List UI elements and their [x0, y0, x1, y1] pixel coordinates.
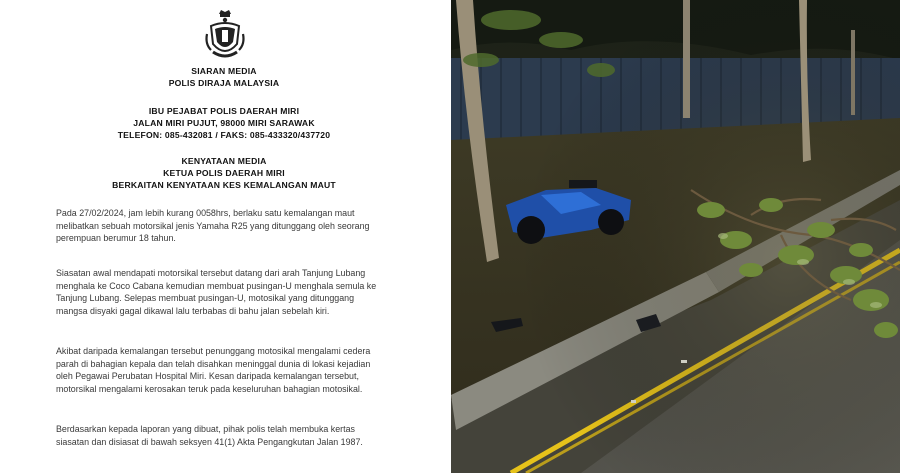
header-siaran-media: SIARAN MEDIA: [191, 66, 257, 76]
statement-title: KENYATAAN MEDIA: [181, 156, 267, 166]
office-phone-fax: TELEFON: 085-432081 / FAKS: 085-433320/437720: [117, 130, 331, 140]
statement-subject: BERKAITAN KENYATAAN KES KEMALANGAN MAUT: [112, 180, 336, 190]
accident-scene-illustration: [451, 0, 900, 473]
paragraph-line: Tanjung Lubang. Selepas membuat pusingan-U, motosikal yang ditunggang: [56, 293, 355, 304]
paragraph-line: mangsa disyaki gagal dikawal lalu terbabas di bahu jalan sebelah kiri.: [56, 305, 330, 316]
press-statement-document: [0, 0, 448, 473]
paragraph-line: perempuan berumur 18 tahun.: [56, 233, 176, 244]
paragraph-line: menghala ke Coco Cabana kemudian membuat pusingan-U menghala semula ke: [56, 280, 377, 291]
statement-author: KETUA POLIS DAERAH MIRI: [163, 168, 285, 178]
paragraph-line: siasatan dan disiasat di bawah seksyen 41(1) Akta Pengangkutan Jalan 1987.: [56, 436, 363, 447]
paragraph-3: [56, 345, 400, 395]
office-address: JALAN MIRI PUJUT, 98000 MIRI SARAWAK: [133, 118, 315, 128]
paragraph-line: Pada 27/02/2024, jam lebih kurang 0058hrs, berlaku satu kemalangan maut: [56, 208, 355, 218]
paragraph-2: [56, 267, 400, 317]
paragraph-line: parah di bahagian kepala dan telah disahkan meninggal dunia di lokasi kejadian: [56, 358, 371, 369]
office-name: IBU PEJABAT POLIS DAERAH MIRI: [148, 106, 300, 116]
paragraph-line: motorsikal mengalami kerosakan teruk pada keseluruhan bahagian motosikal.: [56, 383, 363, 394]
paragraph-1: [56, 207, 400, 245]
paragraph-4: [56, 423, 400, 448]
police-crest-icon: [203, 8, 247, 62]
paragraph-line: Berdasarkan kepada laporan yang dibuat, pihak polis telah membuka kertas: [56, 424, 355, 434]
header-pdrm: POLIS DIRAJA MALAYSIA: [168, 78, 280, 88]
paragraph-line: Akibat daripada kemalangan tersebut penunggang motosikal mengalami cedera: [56, 346, 371, 356]
paragraph-line: melibatkan sebuah motorsikal jenis Yamaha R25 yang ditunggang oleh seorang: [56, 220, 370, 231]
paragraph-line: oleh Pegawai Perubatan Hospital Miri. Kesan daripada kemalangan tersebut,: [56, 371, 359, 382]
paragraph-line: Siasatan awal mendapati motorsikal tersebut datang dari arah Tanjung Lubang: [56, 268, 366, 278]
accident-scene-photo: [451, 0, 900, 473]
